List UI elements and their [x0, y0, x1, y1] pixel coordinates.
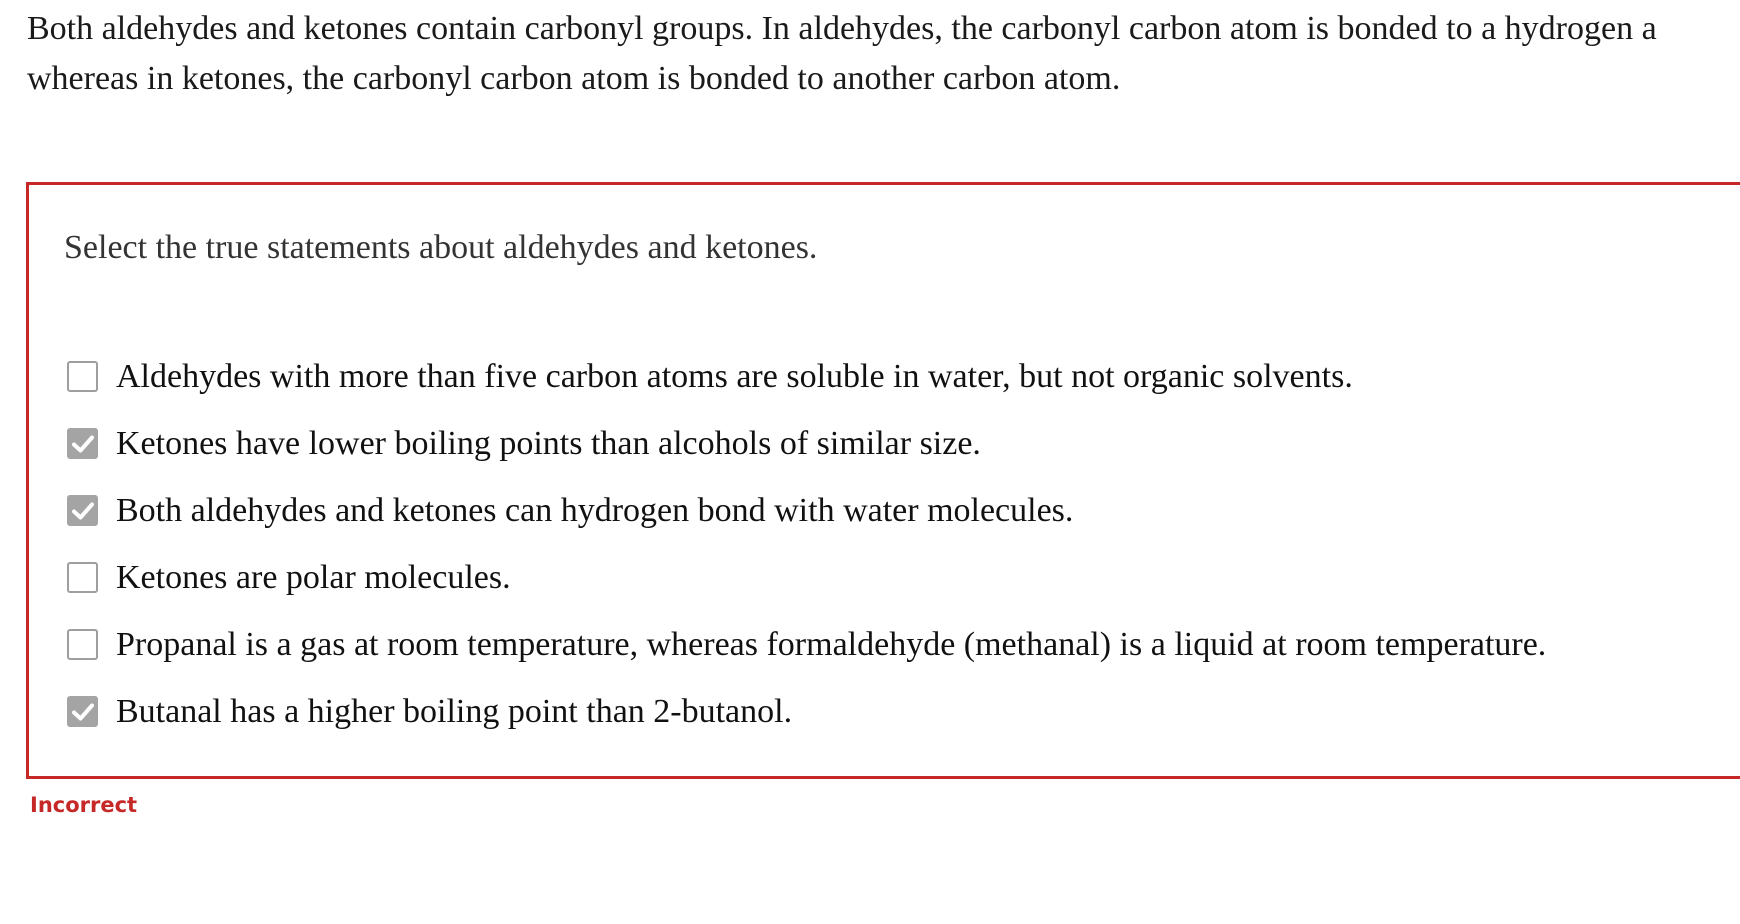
- checkbox[interactable]: [67, 428, 98, 459]
- checkbox[interactable]: [67, 562, 98, 593]
- options-list: [67, 343, 1546, 745]
- option-item[interactable]: [67, 477, 1546, 544]
- checkbox[interactable]: [67, 495, 98, 526]
- checkmark-icon: [72, 502, 94, 520]
- intro-paragraph: [27, 4, 1740, 104]
- option-label: Propanal is a gas at room temperature, whereas formaldehyde (methanal) is a liquid at room temperature.: [116, 625, 1547, 663]
- intro-line-1: Both aldehydes and ketones contain carbonyl groups. In aldehydes, the carbonyl carbon atom is bonded to a hydrogen a: [27, 10, 1657, 47]
- option-label: Both aldehydes and ketones can hydrogen bond with water molecules.: [116, 491, 1074, 529]
- option-item[interactable]: [67, 544, 1546, 611]
- checkmark-icon: [72, 435, 94, 453]
- checkbox[interactable]: [67, 629, 98, 660]
- option-item[interactable]: [67, 611, 1546, 678]
- feedback-status: Incorrect: [30, 793, 138, 817]
- question-box: [26, 182, 1740, 779]
- option-item[interactable]: [67, 343, 1546, 410]
- checkbox[interactable]: [67, 361, 98, 392]
- option-label: Aldehydes with more than five carbon atoms are soluble in water, but not organic solvents.: [116, 357, 1353, 395]
- intro-line-2: whereas in ketones, the carbonyl carbon atom is bonded to another carbon atom.: [27, 60, 1121, 97]
- question-prompt: Select the true statements about aldehydes and ketones.: [64, 229, 818, 266]
- option-label: Ketones have lower boiling points than alcohols of similar size.: [116, 424, 981, 462]
- option-label: Butanal has a higher boiling point than 2-butanol.: [116, 692, 793, 730]
- option-label: Ketones are polar molecules.: [116, 558, 511, 596]
- checkbox[interactable]: [67, 696, 98, 727]
- option-item[interactable]: [67, 678, 1546, 745]
- checkmark-icon: [72, 703, 94, 721]
- option-item[interactable]: [67, 410, 1546, 477]
